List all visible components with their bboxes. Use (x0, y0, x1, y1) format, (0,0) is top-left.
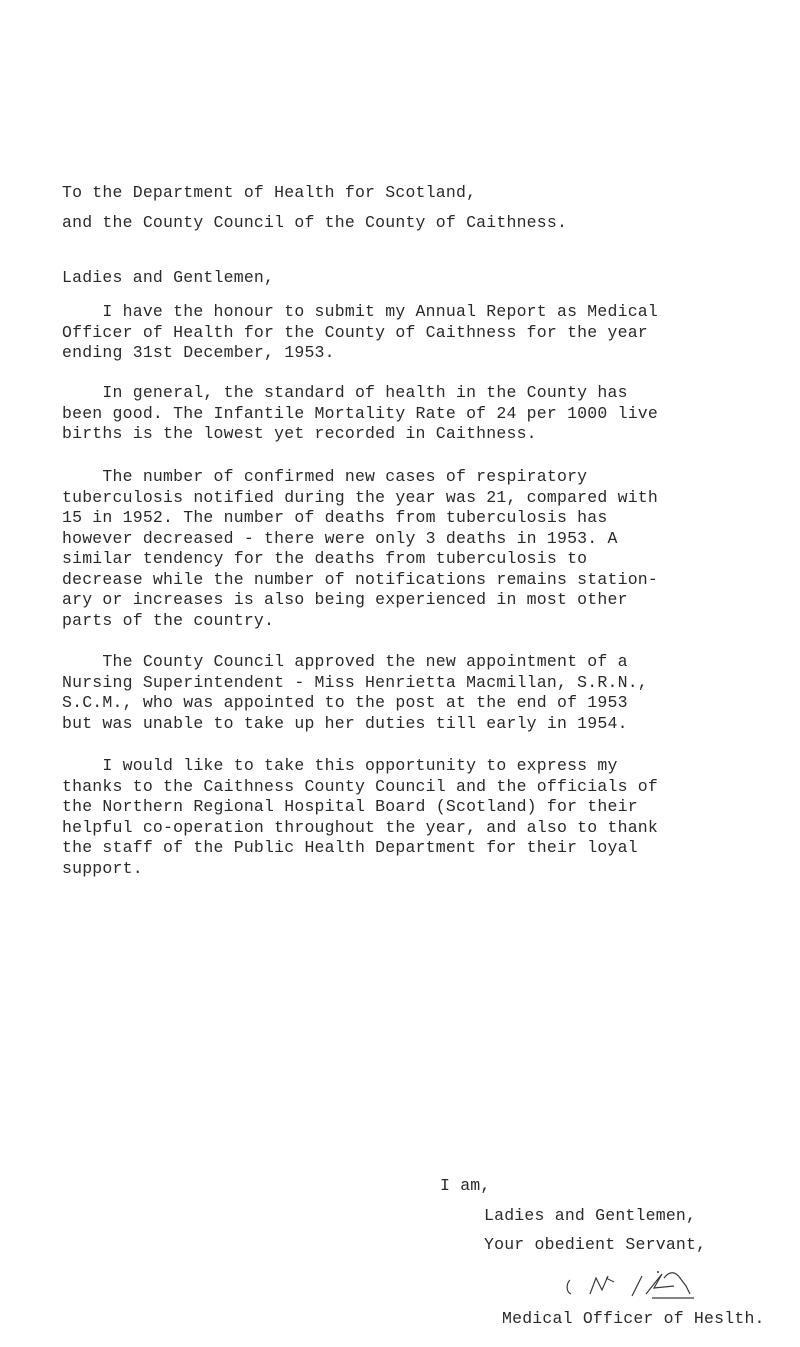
paragraph-line: been good. The Infantile Mortality Rate of 24 per 1000 live (62, 403, 658, 423)
paragraph-line: support. (62, 858, 143, 878)
paragraph-general-health (62, 383, 762, 445)
paragraph-line: similar tendency for the deaths from tuberculosis to (62, 549, 588, 568)
paragraph-line: Officer of Health for the County of Caithness for the year (62, 322, 648, 342)
salutation: Ladies and Gentlemen, (62, 268, 275, 287)
address-line-2: and the County Council of the County of Caithness. (62, 213, 568, 232)
paragraph-line: the Northern Regional Hospital Board (Scotland) for their (62, 797, 638, 816)
paragraph-report-intro (62, 302, 762, 364)
handwritten-signature (562, 1268, 712, 1304)
paragraph-line: decrease while the number of notifications remains station- (62, 569, 658, 589)
paragraph-line: the staff of the Public Health Department for their loyal (62, 838, 638, 857)
paragraph-line: ending 31st December, 1953. (62, 343, 335, 362)
paragraph-line: ary or increases is also being experienced in most other (62, 590, 628, 609)
paragraph-line: helpful co-operation throughout the year, and also to thank (62, 817, 658, 837)
signatory-title: Medical Officer of Heslth. (502, 1309, 765, 1328)
paragraph-thanks (62, 756, 762, 879)
paragraph-line: however decreased - there were only 3 deaths in 1953. A (62, 528, 618, 548)
paragraph-line: In general, the standard of health in the County has (62, 383, 628, 402)
address-line-1: To the Department of Health for Scotland, (62, 183, 477, 202)
paragraph-line: I would like to take this opportunity to express my (62, 756, 618, 775)
paragraph-tuberculosis (62, 467, 762, 631)
paragraph-line: parts of the country. (62, 610, 275, 630)
paragraph-line: The County Council approved the new appointment of a (62, 652, 628, 671)
paragraph-line: 15 in 1952. The number of deaths from tuberculosis has (62, 508, 608, 527)
paragraph-line: Nursing Superintendent - Miss Henrietta Macmillan, S.R.N., (62, 672, 648, 692)
closing-salutation: Ladies and Gentlemen, (484, 1206, 697, 1225)
paragraph-line: S.C.M., who was appointed to the post at the end of 1953 (62, 693, 628, 712)
paragraph-line: tuberculosis notified during the year was 21, compared with (62, 487, 658, 507)
paragraph-nursing-superintendent (62, 652, 762, 734)
closing-i-am: I am, (440, 1176, 491, 1195)
closing-obedient-servant: Your obedient Servant, (484, 1235, 707, 1254)
paragraph-line: thanks to the Caithness County Council and the officials of (62, 776, 658, 796)
paragraph-line: births is the lowest yet recorded in Caithness. (62, 424, 537, 443)
paragraph-line: I have the honour to submit my Annual Report as Medical (62, 302, 658, 321)
paragraph-line: but was unable to take up her duties till early in 1954. (62, 713, 628, 733)
paragraph-line: The number of confirmed new cases of respiratory (62, 467, 588, 486)
